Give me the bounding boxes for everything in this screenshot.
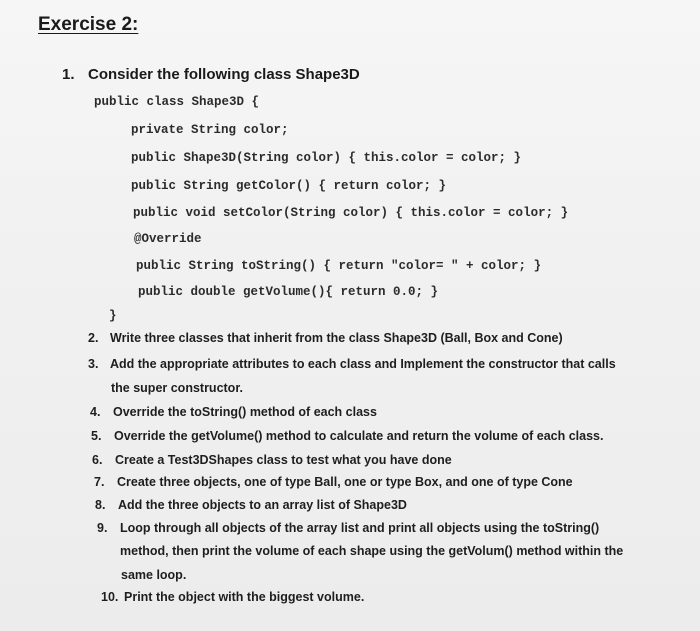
task-text: Add the appropriate attributes to each class and Implement the constructor that calls bbox=[110, 357, 616, 371]
code-line-override-annotation: @Override bbox=[134, 232, 202, 246]
task-9-continuation-1: method, then print the volume of each shape using the getVolum() method within the bbox=[120, 544, 624, 558]
task-text: Override the getVolume() method to calculate and return the volume of each class. bbox=[114, 429, 604, 443]
code-line-setcolor: public void setColor(String color) { this.color = color; } bbox=[133, 206, 569, 220]
task-text: Write three classes that inherit from the class Shape3D (Ball, Box and Cone) bbox=[110, 331, 563, 345]
exercise-title: Exercise 2: bbox=[38, 14, 139, 35]
task-text: Override the toString() method of each class bbox=[113, 405, 377, 419]
task-number: 7. bbox=[94, 475, 105, 489]
task-10 bbox=[101, 590, 364, 604]
task-3 bbox=[88, 357, 616, 371]
code-line-class-decl: public class Shape3D { bbox=[94, 95, 260, 109]
task-text: Print the object with the biggest volume. bbox=[124, 590, 365, 604]
task-9 bbox=[97, 521, 599, 535]
task-number: 4. bbox=[90, 405, 101, 419]
task-7 bbox=[94, 475, 573, 489]
task-text: Create three objects, one of type Ball, one or type Box, and one of type Cone bbox=[117, 475, 573, 489]
task-text: Add the three objects to an array list of Shape3D bbox=[118, 498, 407, 512]
question-1-number: 1. bbox=[62, 66, 75, 83]
question-1-heading bbox=[62, 66, 360, 83]
task-2 bbox=[88, 331, 563, 345]
code-line-tostring: public String toString() { return "color= " + color; } bbox=[136, 259, 542, 273]
task-8 bbox=[95, 498, 407, 512]
code-line-field: private String color; bbox=[131, 123, 289, 137]
code-line-getcolor: public String getColor() { return color; } bbox=[131, 179, 447, 193]
task-number: 8. bbox=[95, 498, 106, 512]
task-5 bbox=[91, 429, 603, 443]
question-1-text: Consider the following class Shape3D bbox=[88, 66, 360, 83]
task-text: Loop through all objects of the array list and print all objects using the toString() bbox=[120, 521, 600, 535]
task-9-continuation-2: same loop. bbox=[121, 568, 187, 582]
task-number: 3. bbox=[88, 357, 99, 371]
code-line-closing-brace: } bbox=[109, 309, 117, 323]
code-line-constructor: public Shape3D(String color) { this.color = color; } bbox=[131, 151, 522, 165]
task-number: 5. bbox=[91, 429, 102, 443]
task-4 bbox=[90, 405, 377, 419]
task-number: 10. bbox=[101, 590, 119, 604]
task-3-continuation: the super constructor. bbox=[111, 381, 243, 395]
code-line-getvolume: public double getVolume(){ return 0.0; } bbox=[138, 285, 439, 299]
task-text: Create a Test3DShapes class to test what you have done bbox=[115, 453, 452, 467]
task-number: 9. bbox=[97, 521, 108, 535]
task-number: 2. bbox=[88, 331, 99, 345]
task-6 bbox=[92, 453, 452, 467]
task-number: 6. bbox=[92, 453, 103, 467]
